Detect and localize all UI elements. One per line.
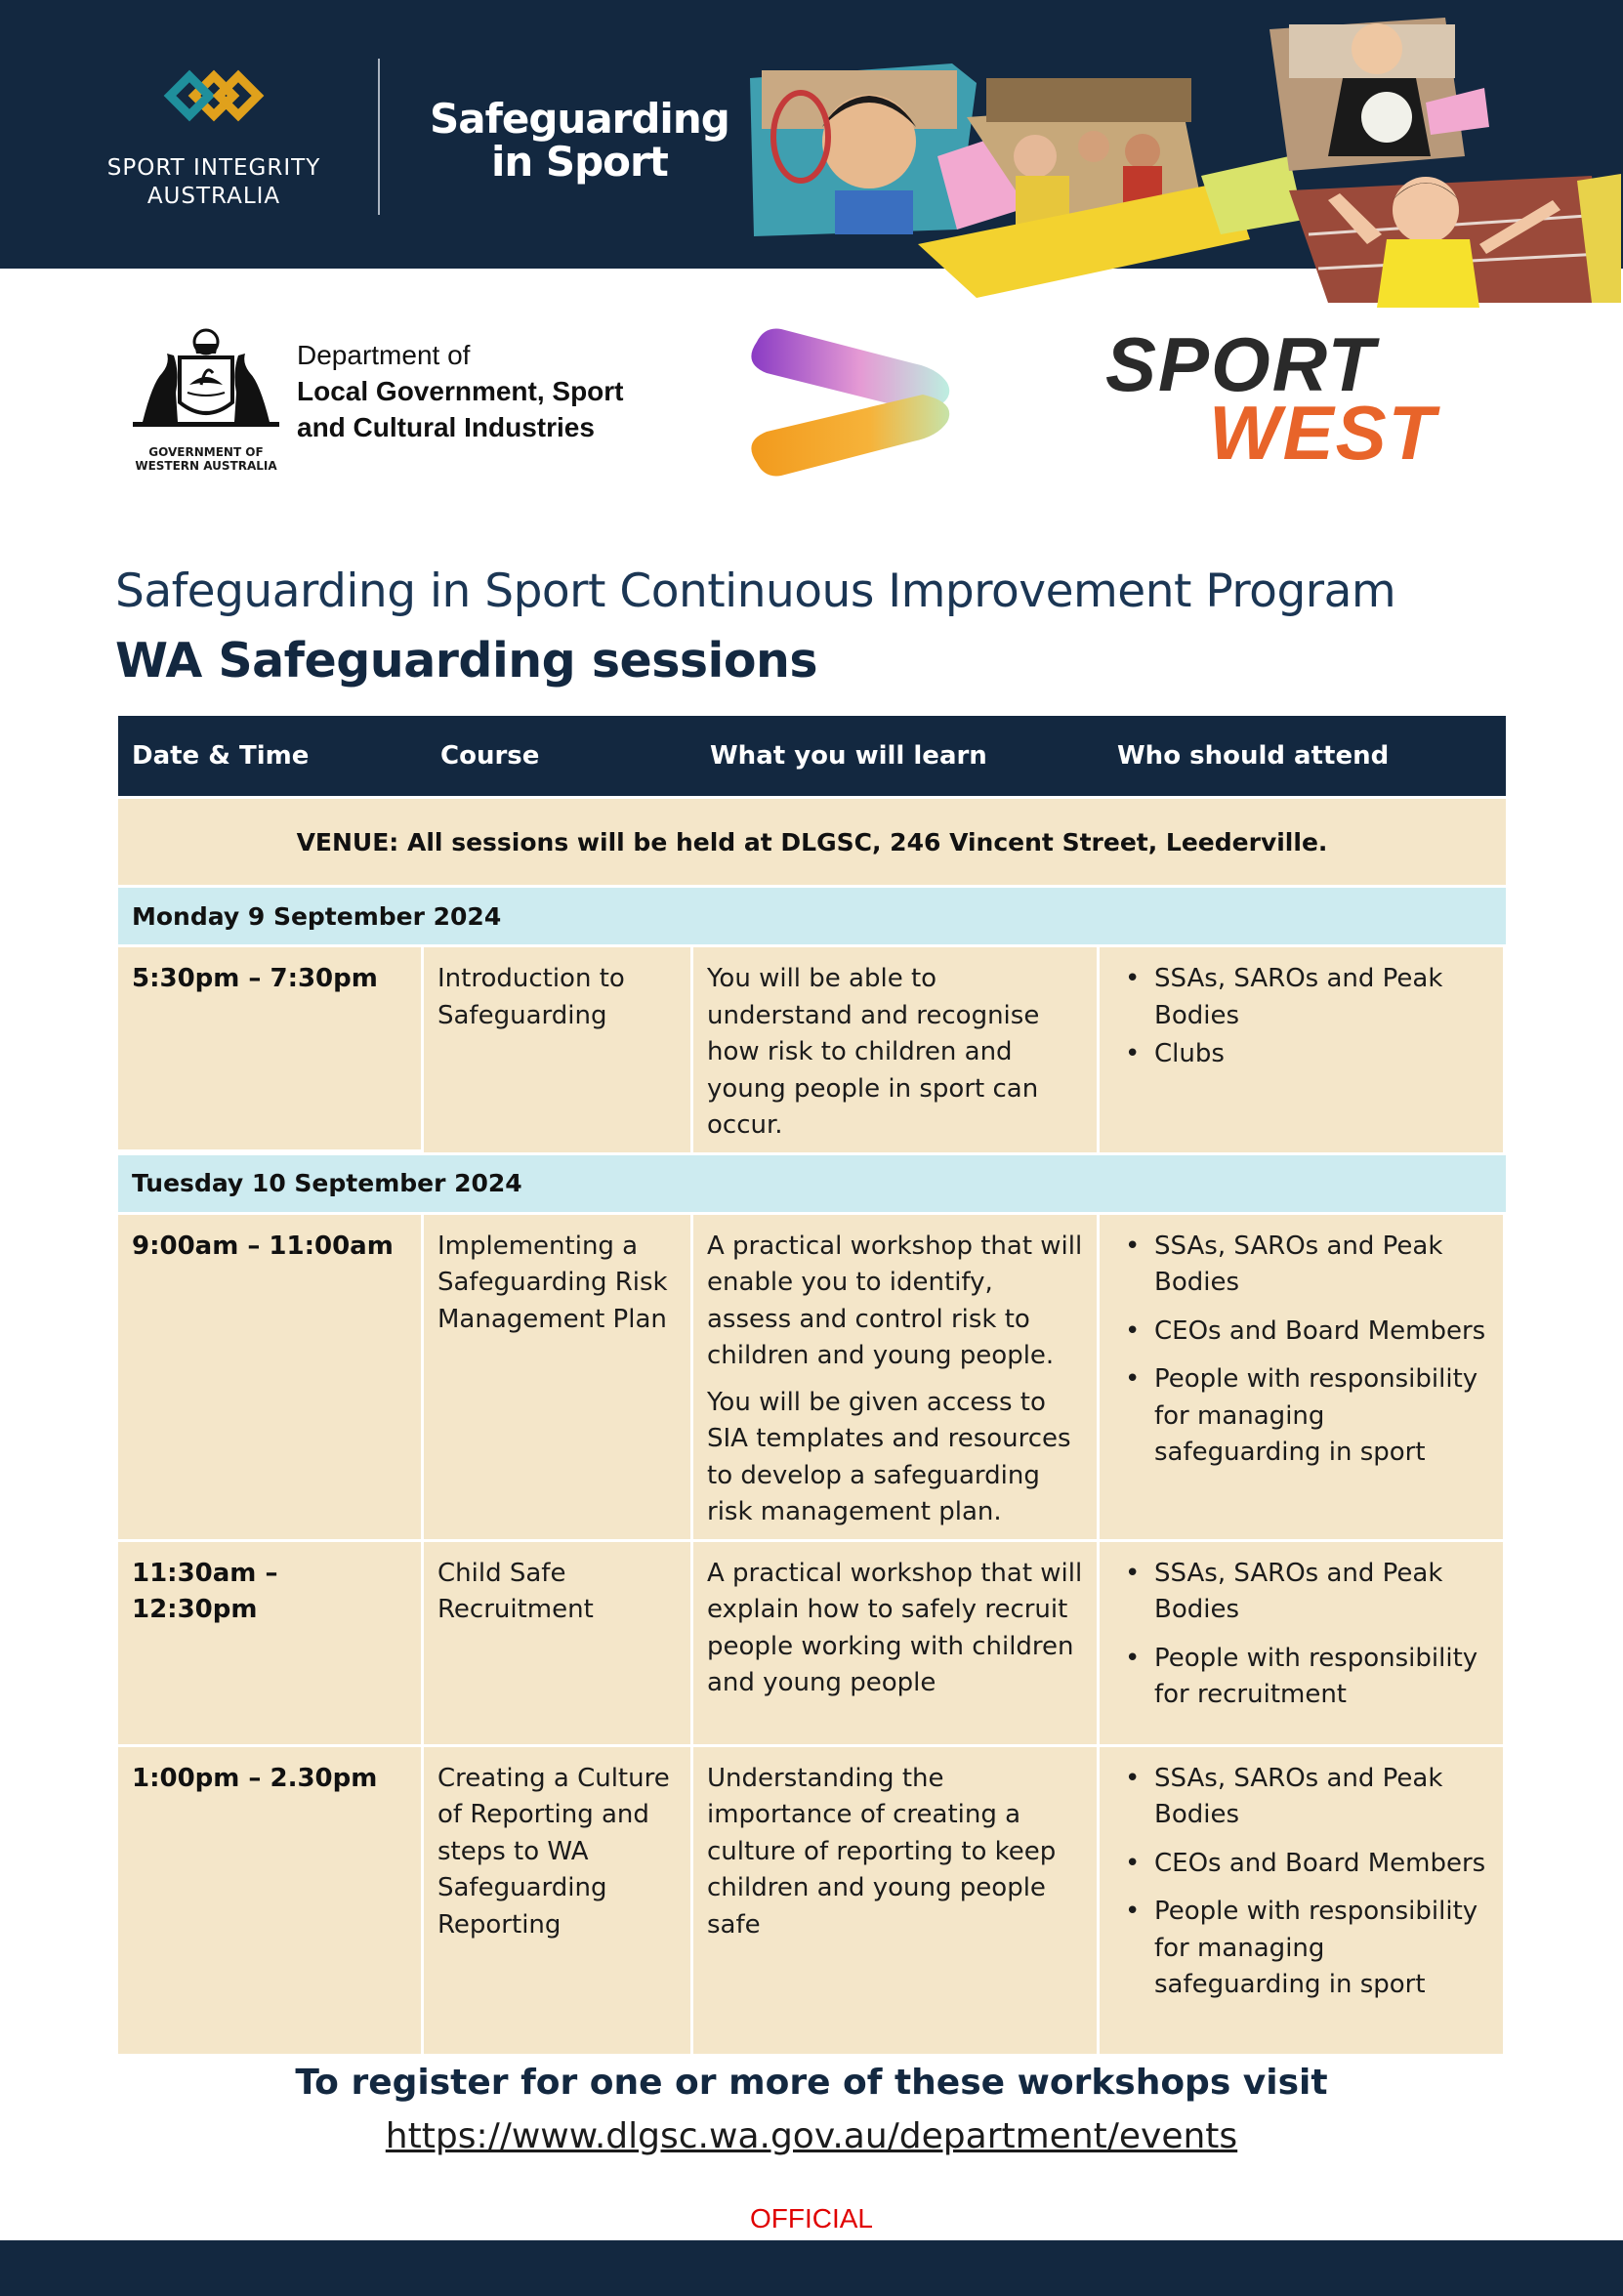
attendee-item: • CEOs and Board Members (1113, 1314, 1491, 1351)
dlgsc-department-name (297, 337, 624, 445)
day-row-tuesday: Tuesday 10 September 2024 (118, 1155, 1506, 1212)
col-header-attend: Who should attend (1117, 741, 1390, 771)
table-row (118, 1542, 1506, 1744)
table-row (118, 947, 1506, 1152)
dept-line-1: Department of (297, 340, 471, 370)
safeguarding-in-sport-title: Safeguarding in Sport (430, 95, 729, 186)
wa-government-crest (123, 324, 289, 473)
session-learn (693, 947, 1097, 1152)
classification-label: OFFICIAL (749, 2203, 873, 2233)
attendee-list (1113, 1229, 1491, 1472)
register-prompt: To register for one or more of these workshops visit (295, 2063, 1328, 2103)
session-attend (1100, 947, 1503, 1152)
col-header-learn: What you will learn (710, 741, 987, 771)
col-header-date-time: Date & Time (132, 741, 310, 771)
sportwest-word-west: WEST (1209, 390, 1437, 476)
session-time: 1:00pm – 2.30pm (118, 1747, 421, 2054)
wa-crest-caption: GOVERNMENT OF WESTERN AUSTRALIA (135, 445, 277, 473)
page-title: WA Safeguarding sessions (115, 633, 818, 689)
sport-west-logo (1105, 321, 1496, 476)
footer-bar (0, 2240, 1623, 2296)
session-course: Introduction to Safeguarding (424, 947, 690, 1152)
wa-coat-of-arms-icon (123, 324, 289, 439)
session-time: 5:30pm – 7:30pm (118, 947, 421, 1149)
program-title: Safeguarding in Sport Continuous Improvement Program (115, 564, 1396, 618)
sia-emblem-icon (160, 57, 268, 135)
session-attend (1100, 1747, 1503, 2054)
chevron-swoosh-logo (737, 324, 962, 480)
session-learn (693, 1747, 1097, 2054)
athlete-photo-collage (742, 10, 1621, 313)
attendee-item: • People with responsibility for recruitment (1113, 1641, 1491, 1714)
session-attend (1100, 1215, 1503, 1539)
attendee-item: • SSAs, SAROs and Peak Bodies (1113, 1556, 1491, 1629)
session-time: 11:30am – 12:30pm (118, 1542, 421, 1744)
sessions-table (118, 716, 1506, 2054)
sport-integrity-australia-logo (102, 57, 326, 211)
attendee-item: • CEOs and Board Members (1113, 1846, 1491, 1883)
table-header-row (118, 716, 1506, 796)
sia-org-name: SPORT INTEGRITY AUSTRALIA (106, 155, 321, 209)
sportwest-word-sport: SPORT (1105, 321, 1377, 407)
attendee-item: • SSAs, SAROs and Peak Bodies (1113, 961, 1491, 1034)
attendee-list (1113, 961, 1491, 1073)
session-time: 9:00am – 11:00am (118, 1215, 421, 1539)
table-row (118, 1215, 1506, 1539)
learn-paragraph: A practical workshop that will explain how to safely recruit people working with children and young people (707, 1558, 1083, 1697)
attendee-list (1113, 1761, 1491, 2004)
session-course: Child Safe Recruitment (424, 1542, 690, 1744)
dept-line-3: and Cultural Industries (297, 412, 595, 442)
dept-line-2: Local Government, Sport (297, 376, 624, 406)
session-learn (693, 1542, 1097, 1744)
attendee-item: • SSAs, SAROs and Peak Bodies (1113, 1229, 1491, 1302)
attendee-item: • Clubs (1113, 1036, 1491, 1073)
session-learn (693, 1215, 1097, 1539)
session-attend (1100, 1542, 1503, 1744)
table-row (118, 1747, 1506, 2054)
session-course: Creating a Culture of Reporting and steps to WA Safeguarding Reporting (424, 1747, 690, 2054)
header-banner (0, 0, 1623, 269)
attendee-item: • People with responsibility for managing safeguarding in sport (1113, 1894, 1491, 2004)
banner-divider (378, 59, 380, 215)
learn-paragraph: A practical workshop that will enable you to identify, assess and control risk to children and young people. (707, 1231, 1083, 1370)
learn-paragraph: You will be able to understand and recognise how risk to children and young people in sport can occur. (707, 964, 1040, 1140)
day-row-monday: Monday 9 September 2024 (118, 888, 1506, 944)
col-header-course: Course (440, 741, 540, 771)
attendee-item: • People with responsibility for managing safeguarding in sport (1113, 1361, 1491, 1472)
learn-paragraph: Understanding the importance of creating a culture of reporting to keep children and young people safe (707, 1763, 1057, 1940)
venue-row: VENUE: All sessions will be held at DLGSC, 246 Vincent Street, Leederville. (118, 799, 1506, 885)
register-link[interactable]: https://www.dlgsc.wa.gov.au/department/events (385, 2116, 1238, 2156)
attendee-item: • SSAs, SAROs and Peak Bodies (1113, 1761, 1491, 1834)
attendee-list (1113, 1556, 1491, 1714)
learn-paragraph: You will be given access to SIA templates and resources to develop a safeguarding risk management plan. (707, 1387, 1071, 1526)
session-course: Implementing a Safeguarding Risk Management Plan (424, 1215, 690, 1539)
